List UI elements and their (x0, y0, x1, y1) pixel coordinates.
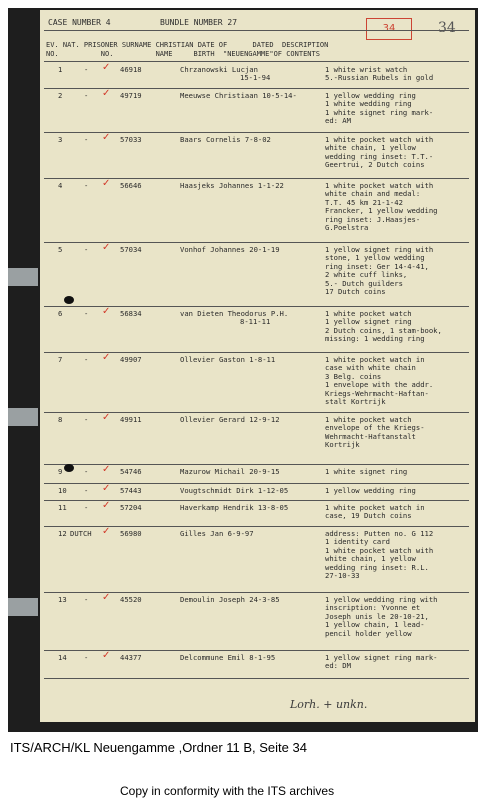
prisoner-number: 46918 (120, 65, 142, 74)
row-number: 14 (58, 653, 67, 662)
prisoner-name: Ollevier Gaston 1-8-11 (180, 355, 276, 364)
check-mark: ✓ (102, 88, 111, 99)
prisoner-name: Ollevier Gerard 12-9-12 (180, 415, 280, 424)
row-number: 6 (58, 309, 63, 318)
description-line: 1 white pocket watch (325, 309, 412, 318)
nationality: - (84, 467, 89, 476)
description-line: ed: AM (325, 116, 351, 126)
nationality: - (84, 415, 89, 424)
description-line: Kriegs-Wehrmacht-Haftan- (325, 388, 429, 398)
description-line: wedding ring inset: R.L. (325, 562, 429, 572)
prisoner-number: 44377 (120, 653, 142, 662)
description-line: Geertrui, 2 Dutch coins (325, 160, 425, 170)
contents-description (325, 136, 475, 170)
description-line: 1 white pocket watch in (325, 355, 425, 364)
description-line: 1 white pocket watch with (325, 135, 434, 144)
contents-description (325, 92, 475, 126)
description-line: missing: 1 wedding ring (325, 334, 425, 344)
description-line: ring inset: J.Haasjes- (325, 214, 421, 224)
prisoner-name: Demoulin Joseph 24-3-85 (180, 595, 280, 604)
check-mark: ✓ (102, 412, 111, 423)
nationality: - (84, 653, 89, 662)
bundle-number: BUNDLE NUMBER 27 (160, 18, 238, 27)
contents-description (325, 66, 475, 83)
description-line: ed: DM (325, 661, 351, 671)
description-line: 1 white wedding ring (325, 99, 412, 109)
check-mark: ✓ (102, 526, 111, 537)
description-line: 1 yellow wedding ring with (325, 595, 438, 604)
check-mark: ✓ (102, 500, 111, 511)
description-line: address: Putten no. G 112 (325, 529, 434, 538)
contents-description (325, 416, 475, 450)
punch-hole (64, 296, 74, 304)
description-line: wedding ring inset: T.T.- (325, 151, 434, 161)
prisoner-number: 54746 (120, 467, 142, 476)
description-line: 5.- Dutch guilders (325, 278, 403, 288)
row-number: 12 (58, 529, 67, 538)
contents-description (325, 246, 475, 296)
contents-description (325, 654, 475, 671)
description-line: 1 yellow chain, 1 lead- (325, 620, 425, 630)
prisoner-name: Haverkamp Hendrik 13-8-05 (180, 503, 289, 512)
contents-description (325, 310, 475, 344)
description-line: 27-10-33 (325, 571, 360, 581)
description-line: white chain, 1 yellow (325, 143, 416, 153)
nationality: - (84, 503, 89, 512)
check-mark: ✓ (102, 62, 111, 73)
row-number: 5 (58, 245, 63, 254)
case-number: CASE NUMBER 4 (48, 18, 111, 27)
birth-date: 8-11-11 (240, 317, 271, 327)
row-divider (44, 678, 469, 679)
prisoner-number: 49907 (120, 355, 142, 364)
description-line: white chain, 1 yellow (325, 554, 416, 564)
description-line: 1 identity card (325, 537, 390, 547)
row-number: 9 (58, 467, 63, 476)
row-number: 3 (58, 135, 63, 144)
conformity-note: Copy in conformity with the ITS archives (120, 784, 335, 798)
description-line: 1 yellow wedding ring (325, 91, 416, 100)
description-line: 1 yellow wedding ring (325, 486, 416, 495)
description-line: 1 white pocket watch (325, 415, 412, 424)
description-line: 1 yellow signet ring mark- (325, 653, 438, 662)
contents-description (325, 468, 475, 476)
description-line: 1 envelope with the addr. (325, 380, 434, 390)
punch-hole (64, 464, 74, 472)
signature: Lorh. + unkn. (290, 698, 368, 711)
description-line: 1 yellow signet ring (325, 317, 412, 327)
prisoner-name: Mazurow Michail 20-9-15 (180, 467, 280, 476)
document-page (40, 10, 475, 722)
column-header-line1: EV. NAT. PRISONER SURNAME CHRISTIAN DATE OF DATED DESCRIPTION (46, 41, 329, 49)
row-number: 8 (58, 415, 63, 424)
description-line: 17 Dutch coins (325, 287, 386, 297)
description-line: ring inset: Ger 14-4-41, (325, 261, 429, 271)
contents-description (325, 530, 475, 580)
description-line: G.Poelstra (325, 223, 369, 233)
column-header-line2: NO. NO. NAME BIRTH "NEUENGAMME"OF CONTENTS (46, 50, 320, 58)
nationality: - (84, 355, 89, 364)
row-number: 13 (58, 595, 67, 604)
binder-clip (8, 598, 38, 616)
contents-description (325, 182, 475, 232)
description-line: 1 yellow signet ring with (325, 245, 434, 254)
binder-clip (8, 408, 38, 426)
description-line: 1 white pocket watch with (325, 545, 434, 555)
row-number: 11 (58, 503, 67, 512)
birth-date: 15-1-94 (240, 73, 271, 83)
row-number: 1 (58, 65, 63, 74)
prisoner-name: Delcommune Emil 8-1-95 (180, 653, 276, 662)
contents-description (325, 487, 475, 495)
prisoner-name: Meeuwse Christiaan 10-5-14- (180, 91, 297, 100)
prisoner-number: 56980 (120, 529, 142, 538)
row-number: 4 (58, 181, 63, 190)
check-mark: ✓ (102, 242, 111, 253)
row-number: 7 (58, 355, 63, 364)
prisoner-number: 49719 (120, 91, 142, 100)
description-line: inscription: Yvonne et (325, 603, 421, 613)
description-line: 2 white cuff links, (325, 270, 408, 280)
description-line: T.T. 45 km 21-1-42 (325, 197, 403, 207)
check-mark: ✓ (102, 352, 111, 363)
description-line: 1 white signet ring (325, 467, 408, 476)
check-mark: ✓ (102, 464, 111, 475)
description-line: case with white chain (325, 363, 416, 373)
prisoner-number: 56834 (120, 309, 142, 318)
description-line: Kortrijk (325, 440, 360, 450)
description-line: case, 19 Dutch coins (325, 511, 412, 521)
check-mark: ✓ (102, 650, 111, 661)
nationality: - (84, 65, 89, 74)
nationality: - (84, 309, 89, 318)
prisoner-number: 45520 (120, 595, 142, 604)
row-number: 2 (58, 91, 63, 100)
description-line: Wehrmacht-Haftanstalt (325, 431, 416, 441)
prisoner-name: Baars Cornelis 7-8-02 (180, 135, 271, 144)
description-line: stone, 1 yellow wedding (325, 253, 425, 263)
handwritten-page-number: 34 (438, 20, 456, 36)
check-mark: ✓ (102, 483, 111, 494)
binder-clip (8, 268, 38, 286)
prisoner-name: Vonhof Johannes 20-1-19 (180, 245, 280, 254)
nationality: - (84, 595, 89, 604)
archive-reference: ITS/ARCH/KL Neuengamme ,Ordner 11 B, Seite 34 (10, 740, 307, 755)
description-line: 2 Dutch coins, 1 stam-book, (325, 325, 442, 335)
description-line: 1 white pocket watch with (325, 181, 434, 190)
check-mark: ✓ (102, 178, 111, 189)
description-line: 1 white wrist watch (325, 65, 408, 74)
description-line: envelope of the Kriegs- (325, 423, 425, 433)
contents-description (325, 596, 475, 638)
check-mark: ✓ (102, 132, 111, 143)
check-mark: ✓ (102, 592, 111, 603)
prisoner-number: 57204 (120, 503, 142, 512)
prisoner-number: 57443 (120, 486, 142, 495)
contents-description (325, 504, 475, 521)
description-line: 1 white pocket watch in (325, 503, 425, 512)
contents-description (325, 356, 475, 406)
description-line: 1 white signet ring mark- (325, 107, 434, 117)
description-line: pencil holder yellow (325, 628, 412, 638)
description-line: Francker, 1 yellow wedding (325, 206, 438, 216)
description-line: stalt Kortrijk (325, 397, 386, 407)
prisoner-name: Vougtschmidt Dirk 1-12-05 (180, 486, 289, 495)
nationality: DUTCH (70, 529, 92, 538)
prisoner-name: Chrzanowski Lucjan (180, 65, 258, 74)
prisoner-name: Haasjeks Johannes 1-1-22 (180, 181, 284, 190)
prisoner-name: Gilles Jan 6-9-97 (180, 529, 254, 538)
prisoner-number: 49911 (120, 415, 142, 424)
check-mark: ✓ (102, 306, 111, 317)
nationality: - (84, 91, 89, 100)
prisoner-number: 56646 (120, 181, 142, 190)
nationality: - (84, 135, 89, 144)
prisoner-number: 57033 (120, 135, 142, 144)
nationality: - (84, 486, 89, 495)
nationality: - (84, 245, 89, 254)
description-line: white chain and medal: (325, 189, 421, 199)
description-line: 5.-Russian Rubels in gold (325, 73, 434, 83)
row-number: 10 (58, 486, 67, 495)
description-line: 3 Belg. coins (325, 371, 382, 381)
nationality: - (84, 181, 89, 190)
prisoner-number: 57034 (120, 245, 142, 254)
page-stamp: 34 (366, 18, 412, 40)
prisoner-name: van Dieten Theodorus P.H. (180, 309, 289, 318)
description-line: Joseph unis le 20-10-21, (325, 611, 429, 621)
